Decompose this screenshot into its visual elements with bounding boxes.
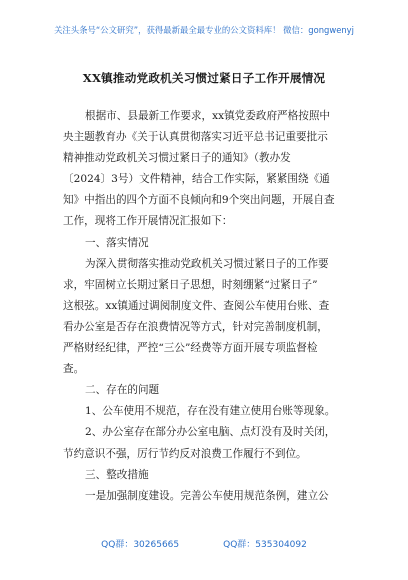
paragraph-line: 1、公车使用不规范，存在没有建立使用台账等现象。 [85, 405, 336, 418]
paragraph-line: 求，牢固树立长期过紧日子思想，时刻绷紧“过紧日子” [63, 278, 318, 291]
footer-qq-group-2: QQ群：535304092 [223, 540, 307, 550]
paragraph-line: 〔2024〕3号）文件精神，结合工作实际，紧紧围绕《通 [63, 173, 330, 186]
paragraph-line: 为深入贯彻落实推动党政机关习惯过紧日子的工作要 [85, 257, 329, 270]
paragraph-line: 看办公室是否存在浪费情况等方式，针对完善制度机制， [63, 320, 328, 333]
section-heading: 二、存在的问题 [85, 384, 160, 397]
paragraph-line: 查。 [63, 363, 85, 376]
paragraph-line: 央主题教育办《关于认真贯彻落实习近平总书记重要批示 [63, 131, 328, 144]
section-heading: 三、整改措施 [85, 468, 149, 481]
section-heading: 一、落实情况 [85, 236, 149, 249]
footer-contacts [0, 537, 408, 550]
footer-qq-group-1: QQ群：30265665 [101, 540, 180, 550]
paragraph-line: 工作，现将工作开展情况汇报如下： [63, 215, 233, 228]
paragraph-line: 节约意识不强，厉行节约反对浪费工作履行不到位。 [63, 447, 307, 460]
paragraph-line: 严格财经纪律，严控“三公”经费等方面开展专项监督检 [63, 342, 318, 355]
document-body [63, 106, 347, 507]
paragraph-line: 2、办公室存在部分办公室电脑、点灯没有及时关闭， [85, 426, 336, 439]
document-title: XX镇推动党政机关习惯过紧日子工作开展情况 [82, 71, 326, 85]
paragraph-line: 一是加强制度建设。完善公车使用规范条例，建立公 [85, 489, 329, 502]
paragraph-line: 这根弦。xx镇通过调阅制度文件、查阅公车使用台账、查 [63, 299, 330, 312]
paragraph-line: 精神推动党政机关习惯过紧日子的通知》（教办发 [63, 152, 291, 165]
paragraph-line: 知》中指出的四个方面不良倾向和9个突出问题，开展自查 [63, 194, 335, 207]
paragraph-line: 根据市、县最新工作要求，xx镇党委政府严格按照中 [85, 110, 331, 122]
header-note: 关注头条号“公文研究”，获得最新最全最专业的公文资料库！ 微信：gongwenyj [54, 25, 354, 35]
